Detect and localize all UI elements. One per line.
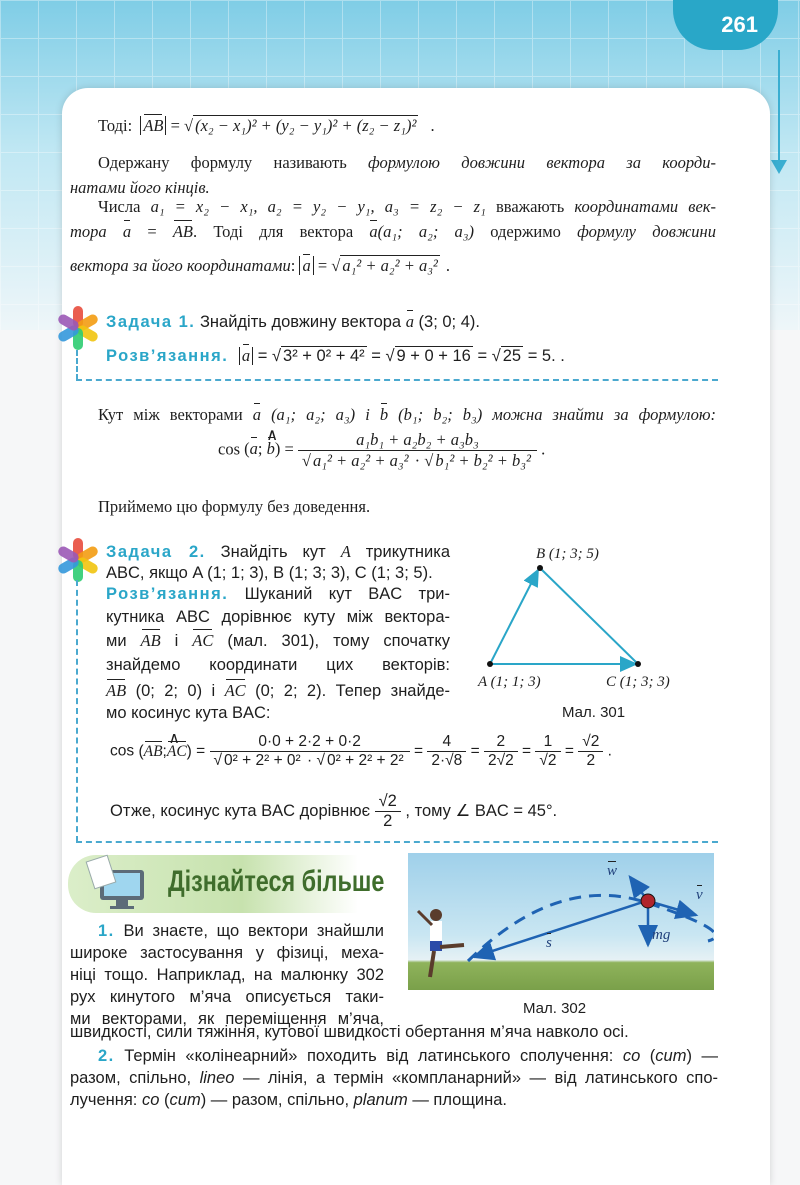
more-p2-line-2: разом, спільно, lineo — лінія, а термін «компланарний» — від латинського спо- <box>70 1069 718 1087</box>
task-2-dashed-bottom <box>76 841 718 843</box>
more-p1-line-4: рух кинутого м’яча описується таки- <box>70 988 384 1006</box>
point-c <box>635 661 641 667</box>
triangle-figure-301 <box>470 540 730 720</box>
more-p2-line-1: 2. Термін «колінеарний» походить від латинського сполучення: co (cum) — <box>98 1047 718 1065</box>
paragraph-2-line-1: Числа a₁ = x₂ − x₁, a₂ = y₂ − y₁, a₃ = z₂ − z₁ вважають координатами век- <box>98 197 716 216</box>
label-point-b: B (1; 3; 5) <box>536 546 599 562</box>
task-flower-icon-2 <box>56 538 100 582</box>
angle-accept: Приймемо цю формулу без доведення. <box>98 497 371 516</box>
more-p1-line-6: швидкості, сили тяжіння, кутової швидкості обертання м’яча навколо осі. <box>70 1023 629 1041</box>
point-a <box>487 661 493 667</box>
more-p2-line-3: лучення: co (cum) — разом, спільно, planum — площина. <box>70 1091 508 1109</box>
task-2-line-2: ABC, якщо A (1; 1; 3), B (1; 3; 3), C (1; 3; 5). <box>106 564 433 582</box>
task-1-statement: Задача 1. Знайдіть довжину вектора a (3; 0; 4). <box>106 312 480 331</box>
more-p1-line-3: ніці тощо. Наприклад, на малюнку 302 <box>70 966 384 984</box>
task-2-line-7: AB (0; 2; 0) і AC (0; 2; 2). Тепер знайде- <box>106 681 450 700</box>
vector-s-label: s <box>546 935 552 951</box>
learn-more-title: Дізнайтеся більше <box>168 865 385 898</box>
task-flower-icon <box>56 306 100 350</box>
task-1-dashed-left <box>76 350 78 380</box>
caption-302: Мал. 302 <box>523 1000 587 1017</box>
task-2-line-8: мо косинус кута BAC: <box>106 704 271 722</box>
task-2-dashed-left <box>76 580 78 842</box>
label-point-c: C (1; 3; 3) <box>606 674 670 690</box>
paragraph-2-line-2: тора a = AB. Тоді для вектора a(a₁; a₂; a₃) одержимо формулу довжини <box>70 222 716 241</box>
task-2-line-1: Задача 2. Знайдіть кут A трикутника <box>106 542 450 561</box>
label-point-a: A (1; 1; 3) <box>478 674 541 690</box>
task-2-line-5: ми AB і AC (мал. 301), тому спочатку <box>106 631 451 650</box>
task-2-line-4: кутника ABC дорівнює куту між вектора- <box>106 608 450 626</box>
side-arrow-icon <box>771 160 787 174</box>
task-1-dashed-bottom <box>76 379 718 381</box>
task-2-cos-formula: cos (AB;AC) ∧ = $\frac{0\cdot 0 + 2\cdot 2 + 0\cdot 2}{\text{√ 0² + 2² + 0² · √ 0² + 2² + 2²}}$ = $\frac{4}{2\cdot√8}$ = $\frac{2}{2√2}$ = $\frac{1}{√2}$ = $\frac{√2}{2}$ . <box>110 729 612 769</box>
page-number: 261 <box>721 12 758 37</box>
paragraph-2-line-3: вектора за його координатами: a = √ a₁² + a₂² + a₃² . <box>70 256 451 275</box>
task-2-line-3: Розв’язання. Шуканий кут BAC три- <box>106 585 450 603</box>
side-bc <box>540 568 638 664</box>
more-p1-line-2: широке застосування у фізиці, меха- <box>70 944 384 962</box>
more-p1-line-1: 1. Ви знаєте, що вектори знайшли <box>98 922 384 940</box>
task-1-solution: Розв’язання. a = √ 3² + 0² + 4² = √ 9 + 0 + 16 = √ 25 = 5. . <box>106 346 565 365</box>
point-b <box>537 565 543 571</box>
formula-ab-length: Тоді: AB = √ (x₂ − x₁)² + (y₂ − y₁)² + (z₂ − z₁)² . <box>98 116 435 135</box>
trajectory-vectors <box>408 853 714 990</box>
task-2-line-6: знайдемо координати цих векторів: <box>106 656 450 674</box>
paragraph-1-line-2: натами його кінців. <box>70 178 210 197</box>
more-p1-line-5: ми векторами, як переміщення м’яча, <box>70 1010 384 1028</box>
angle-formula: cos (a; b) ∧ = $\frac{\text{a₁b₁ + a₂b₂ + a₃b₃}}{\text{√ a₁² + a₂² + a₃² · √ b₁² + b₂² + b₃²}}$ . <box>218 425 546 470</box>
vector-ab <box>490 570 538 664</box>
angle-intro: Кут між векторами a (a₁; a₂; a₃) і b (b₁; b₂; b₃) можна знайти за формулою: <box>98 405 716 424</box>
player-figure <box>418 909 464 977</box>
task-2-conclusion: Отже, косинус кута BAC дорівнює $\frac{√2}{2}$ , тому ∠ BAC = 45°. <box>110 792 558 830</box>
vector-v-label: v <box>696 887 703 903</box>
paragraph-1-line-1: Одержану формулу називають формулою довжини вектора за коорди- <box>98 153 716 172</box>
vector-mg-label: mg <box>652 927 671 943</box>
football-photo-302 <box>408 853 714 990</box>
vector-w-label: w <box>607 863 618 879</box>
computer-icon <box>84 852 154 912</box>
side-arrow-line <box>778 50 780 165</box>
caption-301: Мал. 301 <box>562 704 626 721</box>
